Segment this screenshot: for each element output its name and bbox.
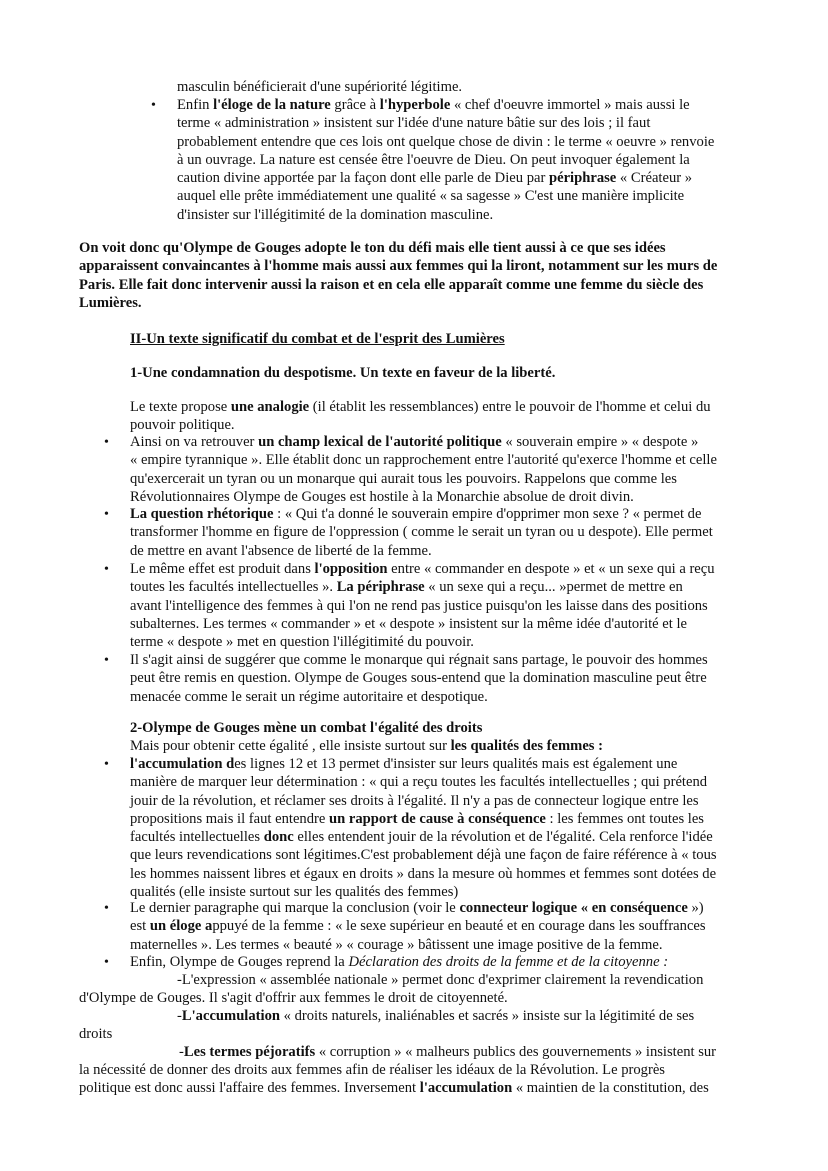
text-line: menacée comme le serait un régime autoritaire et despotique. [130, 688, 488, 705]
text-line: politique est donc aussi l'affaire des femmes. Inversement l'accumulation « maintien de la constitution, des [79, 1080, 709, 1097]
bold-phrase: l'opposition [314, 561, 388, 577]
part2-heading: II-Un texte significatif du combat et de l'esprit des Lumières [130, 331, 505, 347]
text-line: est un éloge appuyé de la femme : « le sexe supérieur en beauté et en courage dans les souffrances [130, 918, 706, 935]
text-line: d'insister sur l'illégitimité de la domination masculine. [177, 206, 494, 223]
text-line: Ainsi on va retrouver un champ lexical de l'autorité politique « souverain empire » « despote » [130, 434, 699, 450]
text-line: toutes les facultés intellectuelles ». La périphrase « un sexe qui a reçu... »permet de mettre en [130, 579, 683, 596]
bold-phrase: l'hyperbole [379, 97, 451, 113]
bullet-rhetorical-question [130, 505, 713, 560]
text-line: manière de marquer leur détermination : « qui a reçu toutes les facultés intellectuelles ; qui prétend [130, 774, 708, 791]
continuation-line [177, 78, 462, 96]
bold-phrase: périphrase [548, 170, 617, 187]
bold-phrase: les qualités des femmes : [450, 738, 603, 754]
text-line: maternelles ». Les termes « beauté » « courage » bâtissent une image positive de la femme. [130, 936, 663, 953]
bullet-icon: • [151, 98, 156, 113]
text-line: Enfin, Olympe de Gouges reprend la Déclaration des droits de la femme et de la citoyenne : [130, 954, 669, 970]
text-line: probablement entendre que ces lois ont quelque chose de divin : le terme « oeuvre » renvoie [177, 133, 715, 150]
bullet-icon: • [104, 562, 109, 577]
text-line: La question rhétorique : « Qui t'a donné le souverain empire d'opprimer mon sexe ? « permet de [130, 506, 702, 522]
bullet-final-paragraph [130, 899, 706, 954]
text-line: apparaissent convaincantes à l'homme mais aussi aux femmes qui la liront, notamment sur les murs de [79, 258, 718, 275]
text-line: qualités (elle insiste surtout sur les qualités des femmes) [130, 884, 459, 901]
bullet-lexical-field [130, 433, 717, 506]
declaration-dash-2 [177, 1007, 694, 1025]
bold-phrase: un champ lexical de l'autorité politique [258, 434, 502, 450]
text-line: terme « administration » insistent sur l'idée d'une nature bâtie sur des lois ; il faut [177, 115, 651, 132]
bold-phrase: donc [263, 829, 294, 846]
text-line: l'accumulation des lignes 12 et 13 permet d'insister sur leurs qualités mais est également une [130, 756, 678, 772]
subsection2-heading: 2-Olympe de Gouges mène un combat l'égalité des droits [130, 720, 483, 736]
bullet-icon: • [104, 901, 109, 916]
text-line: les hommes naissent libres et égaux en droits » dans la mesure où hommes et femmes sont dotées de [130, 865, 717, 882]
section-conclusion [79, 239, 717, 312]
text-line: « empire tyrannique ». Elle établit donc un rapprochement entre l'autorité qu'exerce l'homme et celle [130, 452, 717, 469]
bold-phrase: l'accumulation d [130, 756, 235, 772]
text-line: Lumières. [79, 294, 142, 311]
text-line: caution divine apportée par la façon dont elle parle de Dieu par périphrase « Créateur » [177, 170, 693, 187]
text-line: -Les termes péjoratifs « corruption » « malheurs publics des gouvernements » insistent sur [179, 1044, 717, 1060]
text-line: On voit donc qu'Olympe de Gouges adopte le ton du défi mais elle tient aussi à ce que ses idées [79, 240, 666, 256]
bullet-accumulation [130, 755, 717, 901]
bullet-icon: • [104, 653, 109, 668]
declaration-dash-3-cont [79, 1061, 709, 1098]
bold-phrase: l'éloge de la nature [213, 97, 331, 113]
text-line: Il s'agit ainsi de suggérer que comme le monarque qui régnait sans partage, le pouvoir des hommes [130, 652, 708, 668]
text-line: terme « despote » met en question l'illégitimité du pouvoir. [130, 634, 474, 651]
bullet-icon: • [104, 955, 109, 970]
bold-phrase: La périphrase [336, 579, 425, 596]
text-line: subalternes. Les termes « commander » et « despote » insistent sur la même idée d'autorité et le [130, 615, 688, 632]
bold-phrase: un éloge a [149, 918, 213, 935]
text-line: avant l'intelligence des femmes à qui l'on ne rend pas justice puisqu'on les laisse dans des positions [130, 597, 708, 614]
subsection2-intro [130, 737, 603, 755]
declaration-dash-1: -L'expression « assemblée nationale » permet donc d'exprimer clairement la revendication [177, 972, 704, 988]
text-line: Révolutionnaires Olympe de Gouges est hostile à la Monarchie absolue de droit divin. [130, 488, 634, 505]
bullet-opposition [130, 560, 715, 651]
bullet-icon: • [104, 435, 109, 450]
bullet-monarch [130, 651, 708, 706]
text-line: Le même effet est produit dans l'opposition entre « commander en despote » et « un sexe qui a reçu [130, 561, 715, 577]
text-line: auquel elle prête immédiatement une qualité « sa sagesse » C'est une manière implicite [177, 188, 685, 205]
text-line: peut être remis en question. Olympe de Gouges sous-entend que la domination masculine peut être [130, 670, 707, 687]
text-line: masculin bénéficierait d'une supériorité légitime. [177, 79, 463, 95]
bullet-declaration [130, 953, 668, 971]
text-line: -L'accumulation « droits naturels, inaliénables et sacrés » insiste sur la légitimité de ses [177, 1008, 695, 1024]
subsection1-heading: 1-Une condamnation du despotisme. Un texte en faveur de la liberté. [130, 365, 556, 381]
text-line: à un ouvrage. La nature est censée être l'oeuvre de Dieu. On peut invoquer également la [177, 151, 690, 168]
text-line: Enfin l'éloge de la nature grâce à l'hyperbole « chef d'oeuvre immortel » mais aussi le [177, 97, 690, 113]
declaration-dash-1-cont: d'Olympe de Gouges. Il s'agit d'offrir aux femmes le droit de citoyenneté. [79, 990, 508, 1006]
declaration-dash-3 [179, 1043, 716, 1061]
text-line: transformer l'homme en figure de l'oppression ( comme le serait un tyran ou u despote). Elle permet [130, 524, 713, 541]
bold-phrase: une analogie [230, 399, 310, 415]
bold-phrase: connecteur logique « en conséquence [459, 900, 688, 916]
text-line: jouir de la révolution, et réclamer ses droits à l'égalité. Il n'y a pas de connecteur logique entre les [130, 792, 699, 809]
text-line: Le dernier paragraphe qui marque la conclusion (voir le connecteur logique « en conséquence ») [130, 900, 704, 916]
italic-phrase: Déclaration des droits de la femme et de la citoyenne : [348, 954, 669, 970]
text-line: la nécessité de donner des droits aux femmes afin de réaliser les idéaux de la Révolution. Le progrès [79, 1062, 665, 1078]
bold-phrase: La question rhétorique [130, 506, 274, 522]
text-line: de mettre en avant l'absence de liberté de la femme. [130, 542, 432, 559]
text-line: propositions mais il faut entendre un rapport de cause à conséquence : les femmes ont toutes les [130, 810, 704, 827]
text-line: Mais pour obtenir cette égalité , elle insiste surtout sur les qualités des femmes : [130, 738, 603, 754]
bold-phrase: l'accumulation [419, 1080, 513, 1097]
text-line: que leurs revendications sont légitimes.C'est probablement déjà une façon de faire référence à « tous [130, 847, 717, 864]
text-line: Le texte propose une analogie (il établit les ressemblances) entre le pouvoir de l'homme et celui du [130, 399, 711, 415]
declaration-dash-2-cont: droits [79, 1026, 113, 1042]
bullet-icon: • [104, 507, 109, 522]
bold-phrase: Les termes péjoratifs [183, 1044, 316, 1060]
bold-phrase: L'accumulation [181, 1008, 280, 1024]
analogy-intro [130, 398, 711, 435]
bullet-icon: • [104, 757, 109, 772]
text-line: pouvoir politique. [130, 417, 235, 434]
text-line: facultés intellectuelles donc elles entendent jouir de la révolution et de l'égalité. Cela renforce l'idée [130, 829, 713, 846]
nature-paragraph [177, 96, 714, 224]
text-line: Paris. Elle fait donc intervenir aussi la raison et en cela elle apparaît comme une femme du siècle des [79, 276, 704, 293]
bold-phrase: un rapport de cause à conséquence [329, 810, 546, 827]
text-line: qu'exercerait un tyran ou un monarque qui aurait tous les pouvoirs. Rappelons que comme les [130, 470, 677, 487]
